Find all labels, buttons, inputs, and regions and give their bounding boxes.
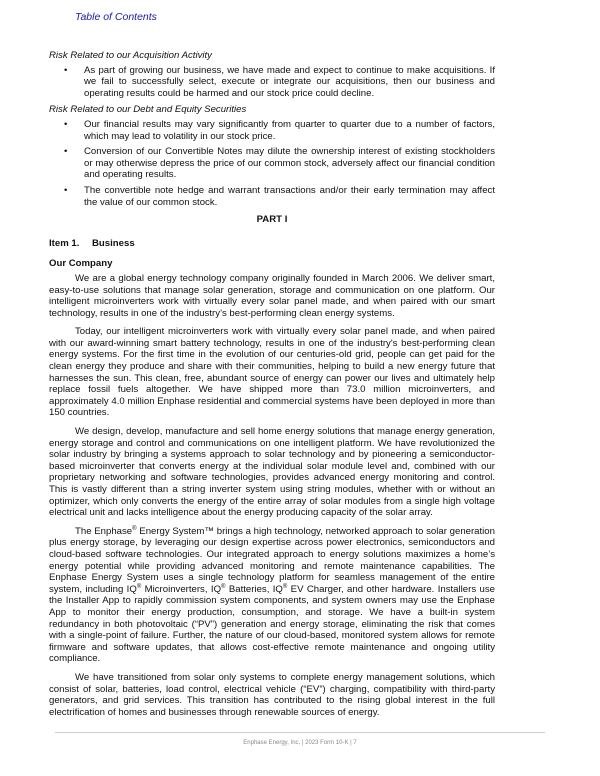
registered-mark: ® — [282, 583, 288, 590]
registered-mark: ® — [221, 583, 226, 590]
risk-bullet: • Our financial results may vary significantly from quarter to quarter due to a number of factors, which may lead to volatility in our stock price. — [64, 118, 495, 142]
section-title: Our Company — [49, 258, 113, 270]
table-of-contents-link[interactable]: Table of Contents — [75, 11, 157, 23]
paragraph: Today, our intelligent microinverters work with virtually every solar panel made, and when paired with our award-winning smart battery technology, results in one of the industry's best-performing clean energy systems. For the first time in the evolution of our centuries-old grid, people can get paid for the clean energy they produce and share with their communities, helping to build a new energy future that harnesses the sun. This clean, free, abundant source of energy can power our lives and ultimately help replace fossil fuels altogether. We have shipped more than 73.0 million microinverters, and approximately 4.0 million Enphase residential and commercial systems have been deployed in more than 150 countries. — [49, 326, 495, 419]
bullet-icon: • — [64, 184, 68, 196]
risk-bullet: • As part of growing our business, we have made and expect to continue to make acquisitions. If we fail to successfully select, execute or integrate our acquisitions, then our business and operating results could be harmed and our stock price could decline. — [64, 64, 495, 99]
paragraph-energy-system: The Enphase® Energy System™ brings a high technology, networked approach to solar generation plus energy storage, by leveraging our design expertise across power electronics, semiconductors and cloud-based software technologies. Our integrated approach to energy solutions maximizes a home’s energy potential while providing advanced monitoring and remote maintenance capabilities. The Enphase Energy System uses a single technology platform for seamless management of the entire system, including IQ® Microinverters, IQ® Batteries, IQ® EV Charger, and other hardware. Installers use the Installer App to rapidly commission system components, and system owners may use the Enphase App to monitor their energy production, consumption, and storage. We have a built-in system redundancy in both photovoltaic (“PV”) generation and energy storage, eliminating the risk that comes with a single-point of failure. Further, the nature of our cloud-based, monitored system allows for remote firmware and software updates, that allows cost-effective remote maintenance and ongoing utility compliance. — [49, 525, 495, 665]
risk-heading-acquisition: Risk Related to our Acquisition Activity — [49, 50, 212, 61]
bullet-icon: • — [64, 146, 68, 158]
paragraph: We are a global energy technology company originally founded in March 2006. We deliver smart, easy-to-use solutions that manage solar generation, storage and communication on one platform. Our intelligent microinverters work with virtually every solar panel made, and when paired with our smart technology, results in one of the industry’s best-performing clean energy systems. — [49, 272, 495, 319]
bullet-icon: • — [64, 64, 68, 76]
risk-list-acquisition — [49, 65, 495, 100]
risk-list-debt-equity — [49, 119, 495, 208]
risk-bullet: • The convertible note hedge and warrant transactions and/or their early termination may affect the value of our common stock. — [64, 184, 495, 208]
item-heading — [49, 238, 495, 250]
part-heading: PART I — [256, 214, 288, 226]
page-footer: Enphase Energy, Inc. | 2023 Form 10-K | 7 — [243, 740, 357, 746]
item-title: Business — [92, 237, 135, 249]
registered-mark: ® — [136, 583, 142, 590]
risk-bullet: • Conversion of our Convertible Notes may dilute the ownership interest of existing stockholders or may otherwise depress the price of our common stock, adversely affect our financial condition and operating results. — [64, 146, 495, 181]
paragraph: We have transitioned from solar only systems to complete energy management solutions, which consist of solar, batteries, load control, electrical vehicle (“EV”) charging, compatibility with third-party generators, and grid services. This transition has contributed to the rising global interest in the full electrification of homes and businesses through renewable sources of energy. — [49, 671, 495, 718]
footer-divider — [55, 732, 545, 733]
item-number: Item 1. — [49, 237, 80, 249]
page-content — [49, 50, 495, 725]
risk-heading-debt-equity: Risk Related to our Debt and Equity Securities — [49, 104, 247, 116]
bullet-icon: • — [64, 118, 68, 130]
registered-mark: ® — [132, 525, 137, 532]
paragraph: We design, develop, manufacture and sell home energy solutions that manage energy generation, energy storage and control and communications on one intelligent platform. We have revolutionized the solar industry by bringing a systems approach to solar technology and by pioneering a semiconductor-based microinverter that converts energy at the individual solar module level and, combined with our proprietary networking and software technologies, provides advanced energy monitoring and control. This is vastly different than a string inverter system using string modules, whether with or without an optimizer, which only converts the energy of the entire array of solar modules from a single high voltage electrical unit and lacks intelligence about the energy producing capacity of the solar array. — [49, 426, 495, 519]
